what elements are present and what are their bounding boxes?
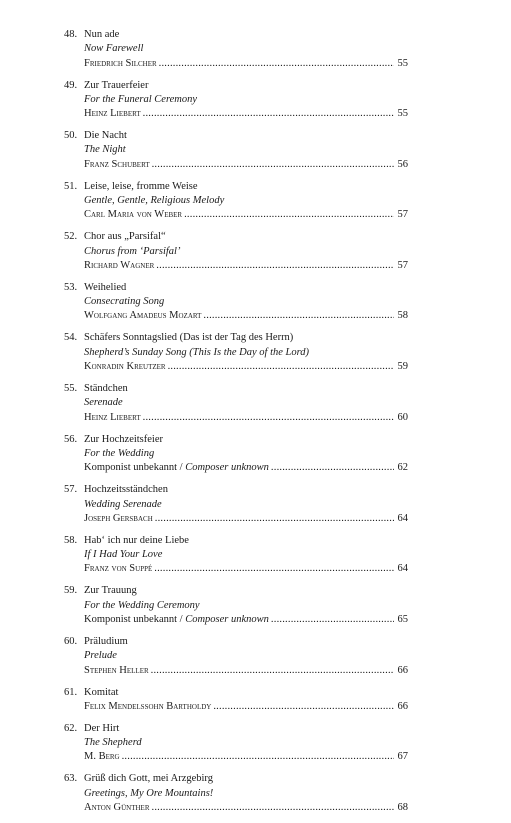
entry-page-number: 67: [397, 751, 408, 763]
entry-subtitle: The Shepherd: [84, 737, 142, 749]
entry-number: 53.: [64, 281, 78, 293]
entry-composer: Felix Mendelssohn Bartholdy: [84, 700, 212, 712]
entry-number: 50.: [64, 130, 78, 142]
entry-subtitle: Greetings, My Ore Mountains!: [84, 787, 214, 799]
entry-page-number: 64: [397, 563, 408, 575]
entry-subtitle: Consecrating Song: [84, 296, 165, 308]
toc-entry[interactable]: [64, 180, 408, 223]
entry-page-number: 57: [397, 259, 408, 271]
entry-page-number: 57: [397, 209, 408, 221]
entry-composer: Stephen Heller: [84, 664, 149, 676]
entry-title: Hab‘ ich nur deine Liebe: [84, 534, 189, 546]
dot-leader: [168, 360, 394, 374]
entry-title: Ständchen: [84, 383, 128, 395]
entry-subtitle: Shepherd’s Sunday Song (This Is the Day of the Lord): [84, 346, 310, 358]
entry-page-number: 59: [397, 361, 408, 373]
dot-leader: [271, 461, 394, 475]
entry-title: Weihelied: [84, 281, 127, 293]
entry-number: 62.: [64, 722, 78, 734]
composer-unknown-de: Komponist unbekannt /: [84, 613, 186, 625]
toc-entry[interactable]: [64, 230, 408, 273]
dot-leader: [156, 259, 394, 273]
toc-entry[interactable]: [64, 534, 408, 577]
entry-composer: Carl Maria von Weber: [84, 209, 183, 221]
entry-subtitle: Now Farewell: [84, 43, 144, 55]
entry-composer: [84, 461, 269, 475]
entry-composer: Joseph Gersbach: [84, 512, 153, 524]
entry-composer: Heinz Liebert: [84, 108, 141, 120]
entry-title: Chor aus „Parsifal“: [84, 231, 166, 243]
entry-composer: Anton Günther: [84, 801, 150, 813]
dot-leader: [184, 208, 394, 222]
entry-title: Nun ade: [84, 29, 120, 40]
dot-leader: [122, 750, 394, 764]
entry-subtitle: For the Wedding: [84, 447, 155, 459]
entry-composer: Friedrich Silcher: [84, 57, 157, 69]
entry-number: 51.: [64, 180, 78, 192]
dot-leader: [271, 613, 394, 627]
entry-number: 58.: [64, 534, 78, 546]
entry-subtitle: Serenade: [84, 397, 123, 409]
toc-entry[interactable]: [64, 772, 408, 815]
dot-leader: [203, 309, 394, 323]
entry-number: 57.: [64, 484, 78, 496]
entry-composer: Franz Schubert: [84, 158, 150, 170]
entry-page-number: 64: [397, 512, 408, 524]
composer-unknown-en: Composer unknown: [185, 462, 269, 474]
dot-leader: [213, 700, 394, 714]
entry-subtitle: The Night: [84, 144, 126, 156]
entry-page-number: 56: [397, 158, 408, 170]
entry-composer: Konradin Kreutzer: [84, 361, 166, 373]
entry-page-number: 66: [397, 700, 408, 712]
toc-entry[interactable]: [64, 635, 408, 678]
entry-title: Leise, leise, fromme Weise: [84, 180, 198, 192]
entry-number: 63.: [64, 773, 78, 785]
entry-composer: [84, 613, 269, 627]
entry-page-number: 55: [397, 108, 408, 120]
toc-entry[interactable]: [64, 382, 408, 425]
entry-subtitle: If I Had Your Love: [84, 549, 163, 561]
entry-title: Hochzeitsständchen: [84, 484, 168, 496]
entry-number: 55.: [64, 383, 78, 395]
composer-unknown-en: Composer unknown: [185, 613, 269, 625]
dot-leader: [152, 801, 395, 815]
entry-subtitle: Prelude: [84, 650, 117, 662]
entry-subtitle: Chorus from ‘Parsifal’: [84, 245, 181, 257]
entry-number: 56.: [64, 433, 78, 445]
entry-title: Komitat: [84, 686, 119, 698]
toc-entry[interactable]: [64, 28, 408, 71]
entry-title: Grüß dich Gott, mei Arzgebirg: [84, 773, 213, 785]
entry-subtitle: Gentle, Gentle, Religious Melody: [84, 195, 225, 207]
entry-page-number: 60: [397, 411, 408, 423]
entry-page-number: 68: [397, 801, 408, 813]
entry-page-number: 58: [397, 310, 408, 322]
toc-entry[interactable]: [64, 584, 408, 627]
toc-entry[interactable]: [64, 433, 408, 476]
entry-number: 52.: [64, 231, 78, 243]
entry-title: Schäfers Sonntagslied (Das ist der Tag des Herrn): [84, 332, 294, 344]
entry-title: Zur Trauerfeier: [84, 79, 149, 91]
entry-title: Präludium: [84, 635, 128, 647]
entry-composer: Richard Wagner: [84, 259, 155, 271]
entry-page-number: 62: [397, 462, 408, 474]
toc-entry[interactable]: [64, 331, 408, 374]
table-of-contents: [64, 28, 408, 823]
entry-title: Zur Trauung: [84, 585, 137, 597]
toc-entry[interactable]: [64, 686, 408, 715]
entry-subtitle: For the Wedding Ceremony: [84, 599, 200, 611]
entry-number: 49.: [64, 79, 78, 91]
entry-subtitle: Wedding Serenade: [84, 498, 162, 510]
entry-page-number: 66: [397, 664, 408, 676]
entry-title: Der Hirt: [84, 722, 120, 734]
dot-leader: [154, 562, 394, 576]
dot-leader: [143, 411, 394, 425]
dot-leader: [143, 107, 394, 121]
dot-leader: [152, 158, 394, 172]
entry-number: 61.: [64, 686, 78, 698]
entry-number: 54.: [64, 332, 78, 344]
entry-number: 59.: [64, 585, 78, 597]
entry-composer: Wolfgang Amadeus Mozart: [84, 310, 202, 322]
entry-subtitle: For the Funeral Ceremony: [84, 93, 198, 105]
entry-composer: M. Berg: [84, 751, 120, 763]
entry-number: 48.: [64, 29, 78, 40]
entry-page-number: 55: [397, 57, 408, 69]
toc-entry[interactable]: [64, 79, 408, 122]
dot-leader: [159, 57, 394, 71]
toc-entry[interactable]: [64, 722, 408, 765]
toc-entry[interactable]: [64, 483, 408, 526]
entry-page-number: 65: [397, 613, 408, 625]
entry-composer: Heinz Liebert: [84, 411, 141, 423]
toc-entry[interactable]: [64, 281, 408, 324]
entry-title: Zur Hochzeitsfeier: [84, 433, 164, 445]
dot-leader: [151, 664, 394, 678]
toc-entry[interactable]: [64, 129, 408, 172]
entry-composer: Franz von Suppé: [84, 563, 153, 575]
entry-title: Die Nacht: [84, 130, 127, 142]
dot-leader: [155, 512, 394, 526]
entry-number: 60.: [64, 635, 78, 647]
composer-unknown-de: Komponist unbekannt /: [84, 462, 186, 474]
